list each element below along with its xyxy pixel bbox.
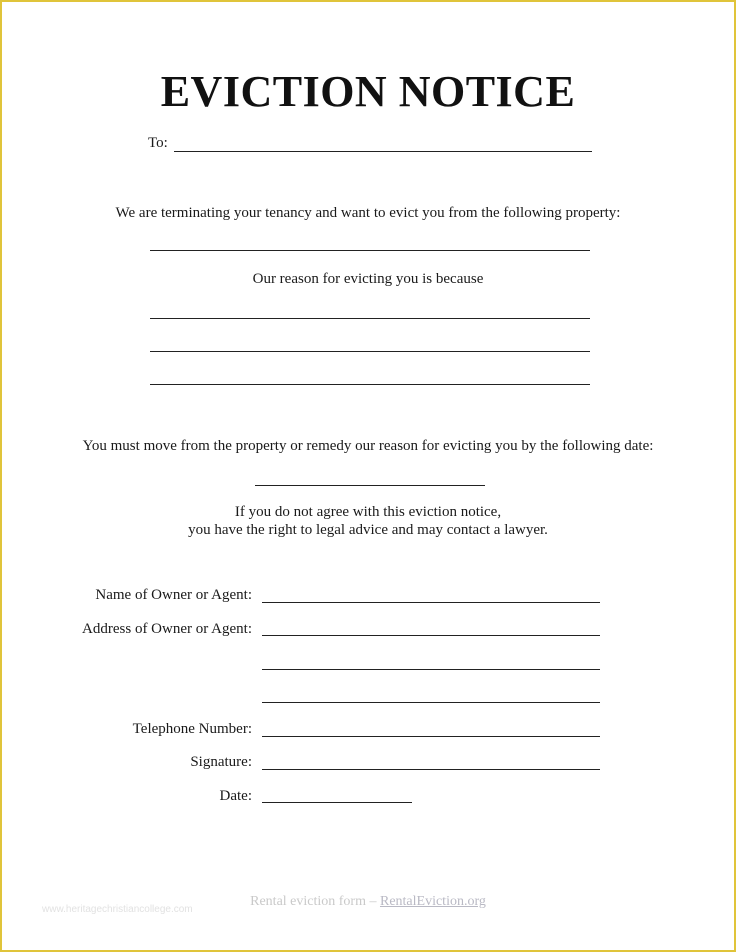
- to-line[interactable]: [174, 137, 592, 152]
- owner-address-line-1[interactable]: [262, 635, 600, 636]
- reason-line-1[interactable]: [150, 318, 590, 319]
- owner-address-line-3[interactable]: [262, 702, 600, 703]
- watermark: www.heritagechristiancollege.com: [42, 904, 193, 915]
- move-text: You must move from the property or remedy our reason for evicting you by the following date:: [82, 438, 654, 454]
- property-line[interactable]: [150, 250, 590, 251]
- disagree-line-2: you have the right to legal advice and may contact a lawyer.: [188, 522, 548, 538]
- reason-text: Our reason for evicting you is because: [252, 271, 484, 287]
- to-label: To:: [148, 135, 168, 151]
- signature-line[interactable]: [262, 769, 600, 770]
- move-date-line[interactable]: [255, 485, 485, 486]
- to-row: [148, 135, 592, 152]
- footer-text: Rental eviction form –: [250, 894, 380, 909]
- date-line[interactable]: [262, 802, 412, 803]
- footer-link[interactable]: RentalEviction.org: [379, 894, 486, 909]
- reason-line-2[interactable]: [150, 351, 590, 352]
- telephone-label: Telephone Number:: [132, 721, 252, 737]
- owner-address-line-2[interactable]: [262, 669, 600, 670]
- date-label: Date:: [219, 788, 252, 804]
- telephone-line[interactable]: [262, 736, 600, 737]
- owner-address-label: Address of Owner or Agent:: [82, 621, 252, 637]
- owner-name-label: Name of Owner or Agent:: [95, 587, 252, 603]
- signature-label: Signature:: [190, 754, 252, 770]
- terminating-text: We are terminating your tenancy and want to evict you from the following property:: [115, 205, 621, 221]
- reason-line-3[interactable]: [150, 384, 590, 385]
- document-title: EVICTION NOTICE: [160, 67, 576, 116]
- owner-name-line[interactable]: [262, 602, 600, 603]
- disagree-line-1: If you do not agree with this eviction notice,: [234, 504, 502, 520]
